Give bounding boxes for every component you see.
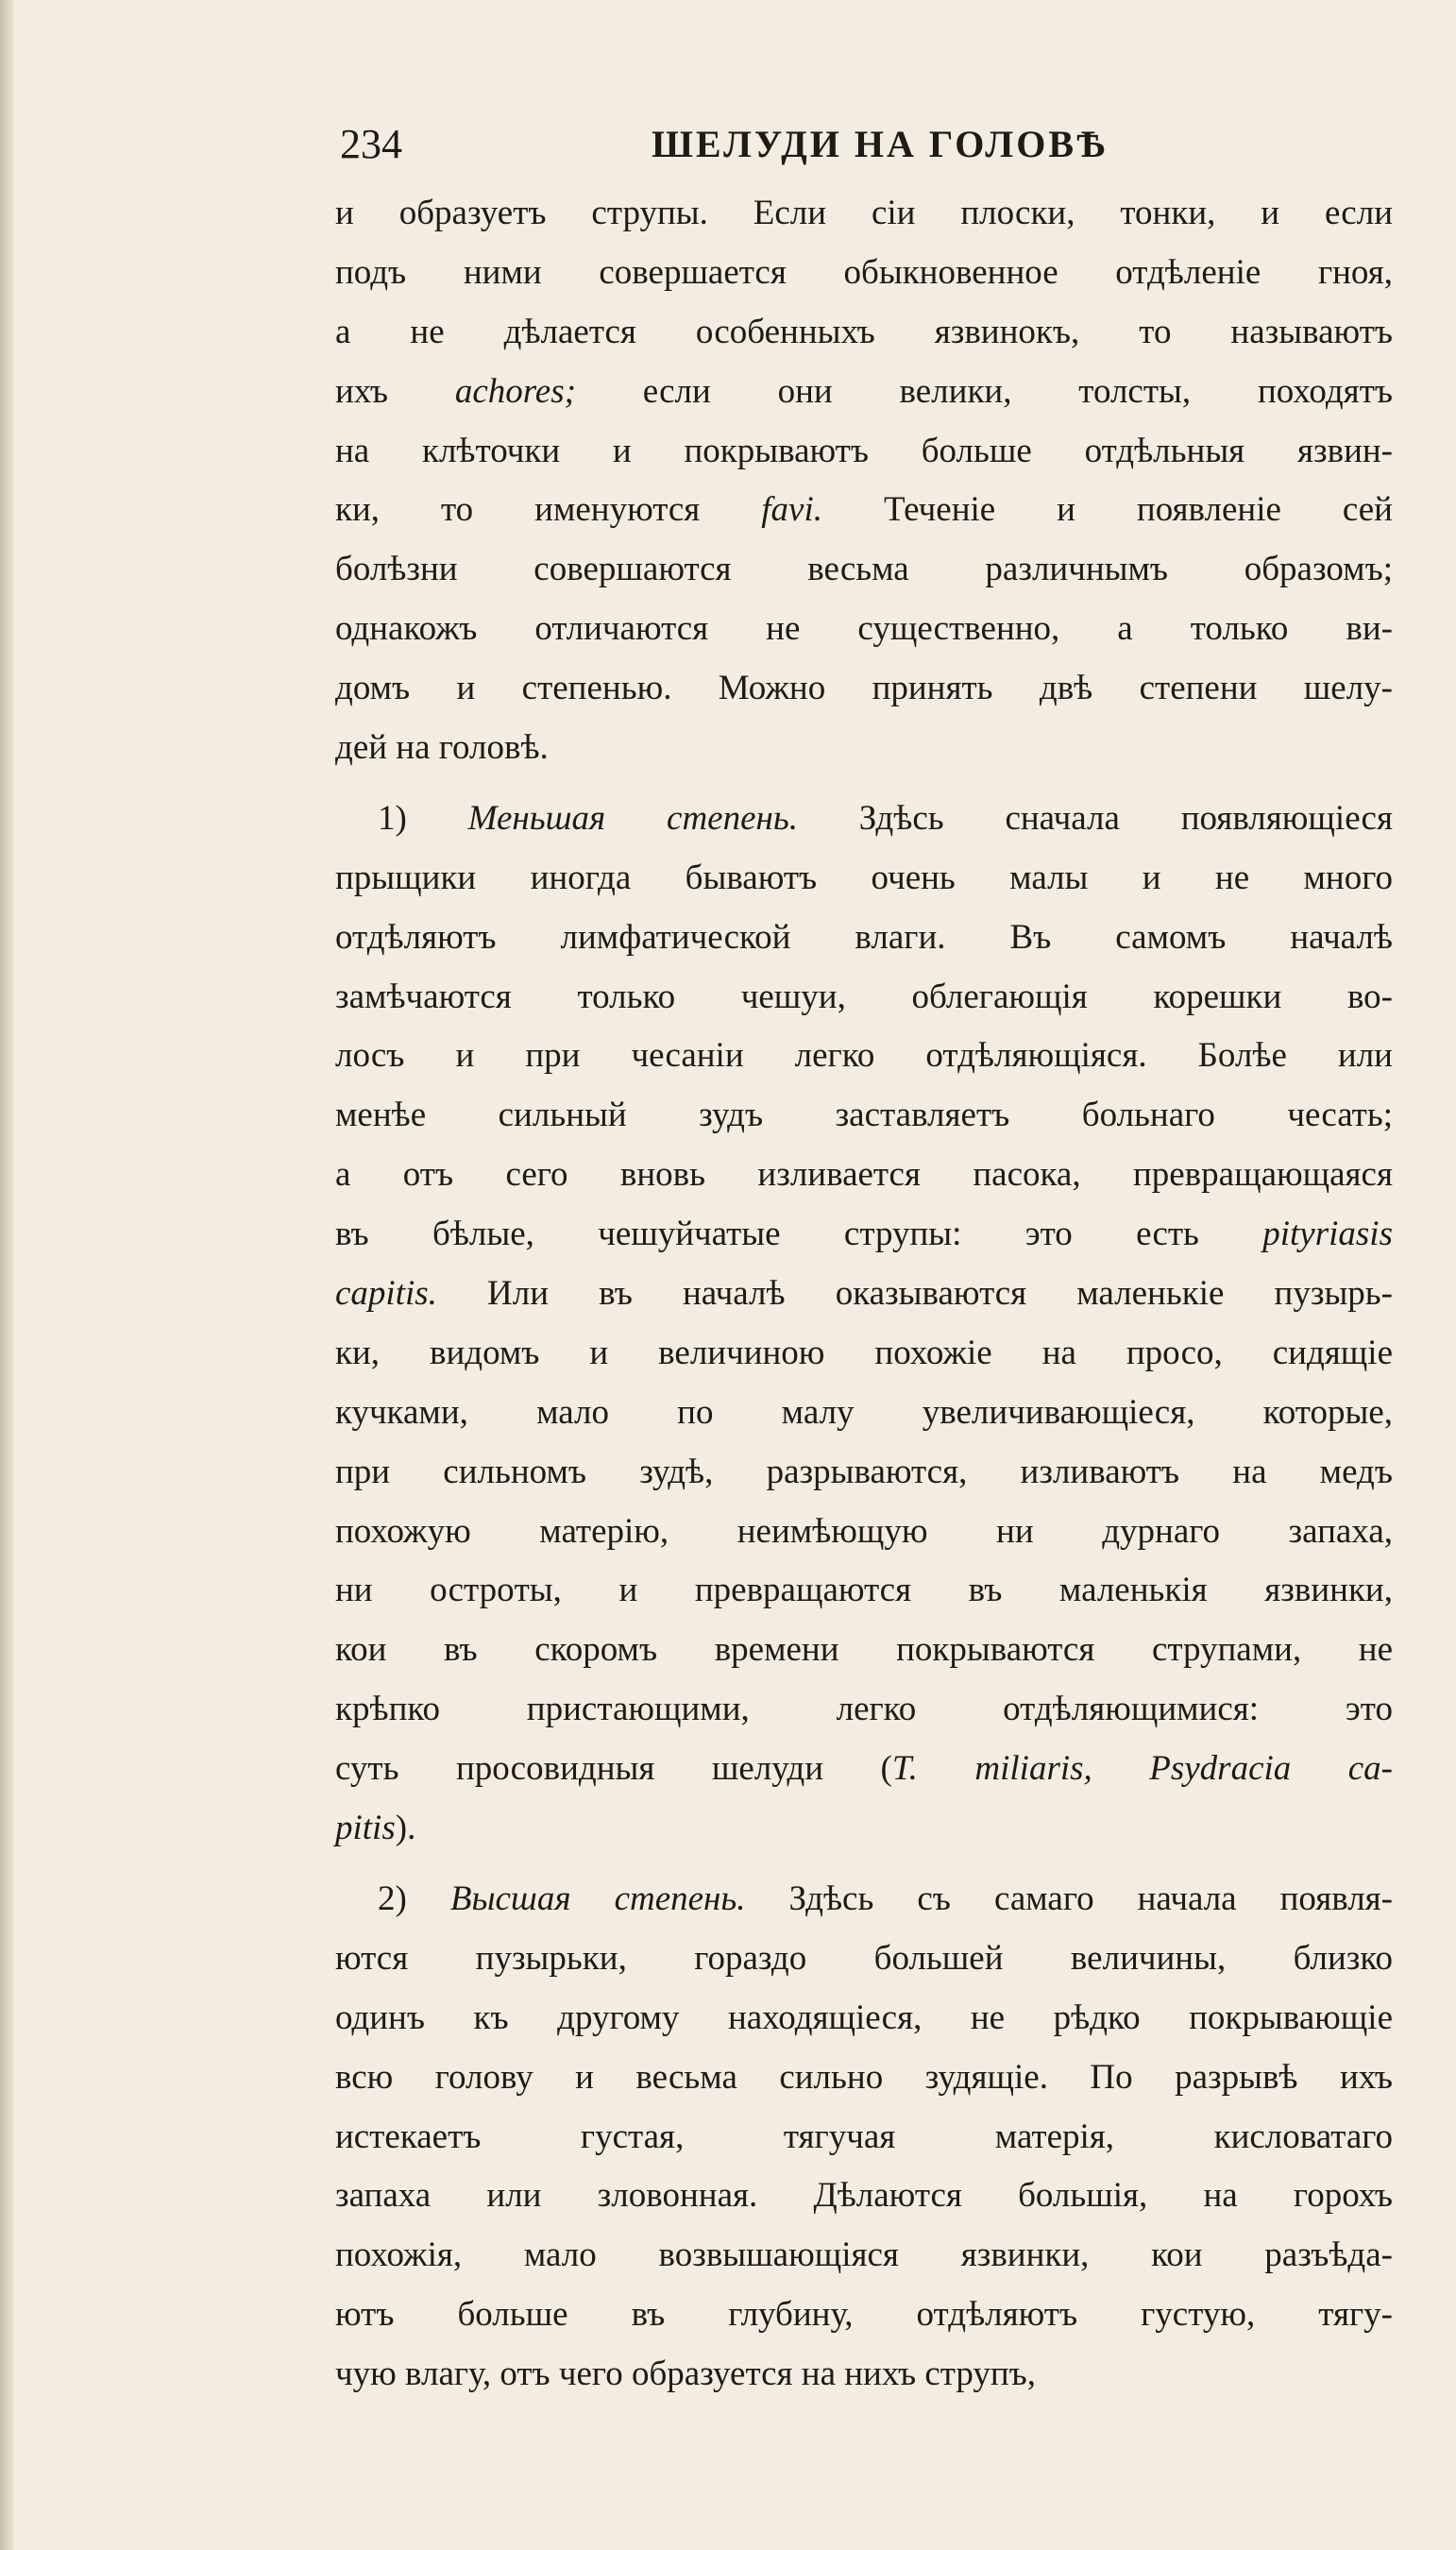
text-line: [335, 1443, 1393, 1503]
text-run: однакожъ отличаются не существенно, а только ви-: [335, 609, 1393, 649]
text-run: ки, то именуются: [335, 490, 762, 530]
text-line: [335, 2108, 1393, 2168]
text-run: ни острoты, и превращаются въ маленькія язвинки,: [335, 1571, 1393, 1610]
running-head: ШЕЛУДИ НА ГОЛОВѢ: [652, 123, 1109, 165]
text-run: Здѣсь сначала появляющіеся: [797, 798, 1393, 838]
text-run: домъ и степенью. Можно принять двѣ степени шелу-: [335, 669, 1393, 708]
text-line: [335, 2167, 1393, 2226]
page-edge: [0, 0, 13, 2550]
text-line: [335, 422, 1393, 482]
text-line: [335, 790, 1393, 849]
text-line: [335, 2226, 1393, 2286]
text-run: прыщики иногда бываютъ очень малы и не много: [335, 858, 1393, 897]
text-run: если они велики, толсты, походятъ: [575, 371, 1393, 411]
text-run: похожую матерію, неимѣющую ни дурнаго запаха,: [335, 1511, 1393, 1551]
text-run: 1): [378, 798, 468, 838]
text-line: [335, 1930, 1393, 1989]
text-line: [335, 968, 1393, 1028]
text-run: чую влагу, отъ чего образуется на нихъ струпъ,: [335, 2354, 1037, 2394]
text-run: болѣзни совершаются весьма различнымъ образомъ;: [335, 550, 1393, 589]
text-run: а отъ сего вновь изливается пасока, превращающаяся: [335, 1155, 1393, 1195]
text-run: при сильномъ зудѣ, разрываются, изливаютъ на медъ: [335, 1452, 1393, 1491]
text-run: Или въ началѣ оказываются маленькіе пузырь-: [436, 1274, 1393, 1314]
text-line: [335, 1740, 1393, 1799]
text-line: [335, 481, 1393, 540]
italic-text: favi.: [761, 490, 822, 530]
text-line: [335, 1621, 1393, 1680]
text-line: [335, 659, 1393, 719]
text-line: [335, 2286, 1393, 2345]
text-line: [335, 1561, 1393, 1621]
text-run: истекаетъ густая, тягучая матерія, кисловатаго: [335, 2116, 1393, 2156]
text-run: ки, видомъ и величиною похожіе на просо, сидящіе: [335, 1333, 1393, 1372]
text-run: менѣе сильный зудъ заставляетъ больнаго чесать;: [335, 1096, 1393, 1135]
paragraph-gap: [335, 778, 1393, 790]
text-line: [335, 1146, 1393, 1205]
text-line: [335, 1680, 1393, 1740]
text-run: Теченіе и появленіе сей: [822, 490, 1393, 530]
text-run: подъ ними совершается обыкновенное отдѣленіе гноя,: [335, 252, 1393, 292]
text-run: ютъ больше въ глубину, отдѣляютъ густую, тягу-: [335, 2295, 1393, 2335]
text-run: ются пузырьки, гораздо большей величины, близко: [335, 1938, 1393, 1978]
text-run: кучками, мало по малу увеличивающіеся, которые,: [335, 1392, 1393, 1432]
text-run: 2): [378, 1878, 450, 1918]
text-line: [335, 1265, 1393, 1324]
text-line: [335, 1384, 1393, 1443]
text-run: и образуетъ струпы. Если сіи плоски, тонки, и если: [335, 194, 1393, 232]
italic-text: Меньшая степень.: [467, 798, 798, 838]
italic-text: achores;: [454, 371, 576, 411]
text-line: [335, 540, 1393, 600]
page-number: 234: [340, 121, 402, 167]
text-line: [335, 909, 1393, 968]
text-run: кои въ скоромъ времени покрываются струпами, не: [335, 1630, 1393, 1670]
text-line: [335, 244, 1393, 303]
text-line: [335, 363, 1393, 422]
text-line: [335, 2345, 1393, 2405]
text-run: ).: [395, 1809, 416, 1848]
page-header: [340, 111, 1114, 178]
text-run: запаха или зловонная. Дѣлаются большія, на горохъ: [335, 2176, 1393, 2216]
text-run: а не дѣлается особенныхъ язвинокъ, то называютъ: [335, 312, 1393, 351]
paragraph: [335, 184, 1393, 778]
text-run: всю голову и весьма сильно зудящіе. По разрывѣ ихъ: [335, 2057, 1393, 2097]
text-line: [335, 600, 1393, 659]
body-text: [335, 184, 1393, 2405]
text-run: похожія, мало возвышающіяся язвинки, кои разъѣда-: [335, 2236, 1393, 2275]
text-line: [335, 1989, 1393, 2048]
text-run: дей на головѣ.: [335, 728, 549, 768]
text-line: [335, 1799, 1393, 1859]
text-line: [335, 1205, 1393, 1265]
text-line: [335, 1086, 1393, 1146]
text-line: [335, 303, 1393, 363]
text-run: въ бѣлые, чешуйчатые струпы: это есть: [335, 1215, 1263, 1254]
text-run: замѣчаются только чешуи, облегающія корешки во-: [335, 977, 1393, 1016]
text-line: [335, 2048, 1393, 2108]
text-run: одинъ къ другому находящіеся, не рѣдко покрывающіе: [335, 1998, 1393, 2037]
text-run: отдѣляютъ лимфатической влаги. Въ самомъ началѣ: [335, 917, 1393, 957]
text-line: [335, 719, 1393, 778]
text-line: [335, 1324, 1393, 1384]
text-line: [335, 1503, 1393, 1562]
text-run: ихъ: [335, 371, 455, 411]
paragraph-gap: [335, 1859, 1393, 1870]
text-line: [335, 1027, 1393, 1086]
italic-text: capitis.: [335, 1274, 437, 1314]
text-run: на клѣточки и покрываютъ больше отдѣльныя язвин-: [335, 431, 1393, 470]
text-line: [335, 1870, 1393, 1930]
text-run: суть просовидныя шелуди (: [335, 1749, 892, 1789]
text-run: лосъ и при чесаніи легко отдѣляющіяся. Болѣе или: [335, 1036, 1393, 1076]
italic-text: pitis: [335, 1809, 396, 1848]
italic-text: Высшая степень.: [449, 1878, 746, 1918]
italic-text: pityriasis: [1262, 1215, 1393, 1254]
paragraph: [335, 1870, 1393, 2405]
text-line: [335, 184, 1393, 244]
text-run: Здѣсь съ самаго начала появля-: [745, 1878, 1393, 1918]
text-run: крѣпко пристающими, легко отдѣляющимися: это: [335, 1690, 1393, 1729]
paragraph: [335, 790, 1393, 1859]
text-line: [335, 849, 1393, 909]
italic-text: T. miliaris, Psydracia ca-: [891, 1749, 1393, 1789]
